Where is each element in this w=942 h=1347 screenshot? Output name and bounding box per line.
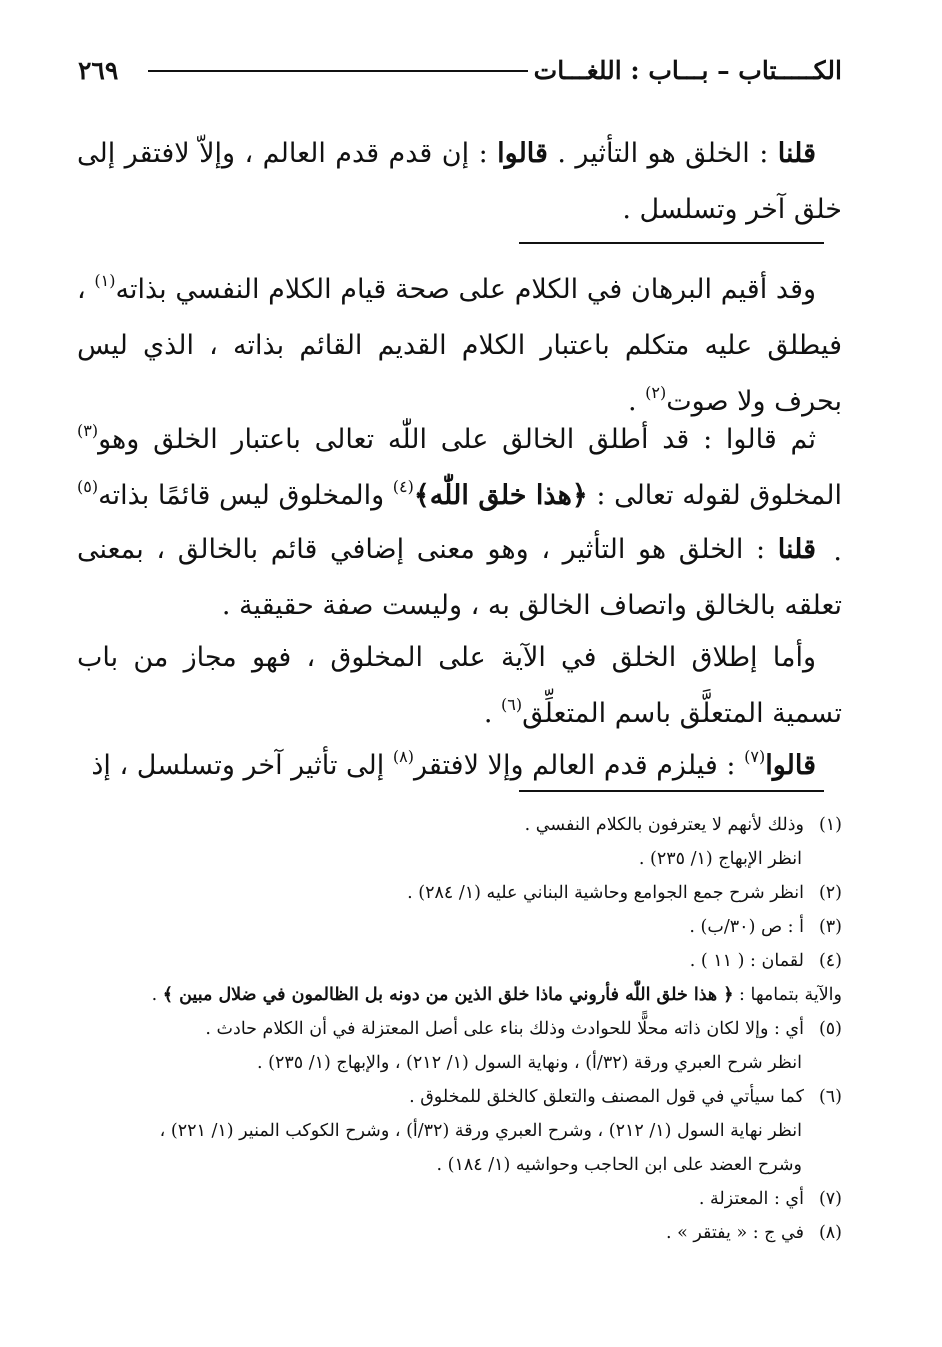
footnotes	[72, 808, 842, 1250]
text-run: وقد أقيم البرهان في الكلام على صحة قيام الكلام النفسي بذاته	[115, 274, 817, 305]
speaker-label: قلنا	[777, 138, 816, 169]
footnote-text: كما سيأتي في قول المصنف والتعلق كالخلق للمخلوق .	[409, 1087, 804, 1107]
speaker-label: قالوا	[765, 750, 816, 781]
page-number: ٢٦٩	[78, 56, 119, 85]
footnote	[72, 808, 842, 842]
text-run: وأما إطلاق الخلق في الآية على المخلوق ، فهو مجاز من باب تسمية المتعلَّق باسم المتعلِّق	[77, 642, 842, 729]
paragraph-5	[77, 630, 842, 742]
footnote	[72, 944, 842, 978]
text-run: : فيلزم قدم العالم وإلا لافتقر	[413, 750, 745, 781]
footnote-text: والآية بتمامها :	[733, 985, 842, 1005]
running-title: الكـــــتاب – بـــاب : اللغـــات	[533, 56, 842, 85]
footnote	[72, 876, 842, 910]
footnote-text: في ج : « يفتقر » .	[665, 1223, 804, 1243]
section-divider	[519, 242, 824, 244]
footnote-ref[interactable]: (٦)	[501, 695, 523, 714]
footnote	[72, 1216, 842, 1250]
footnote-ref[interactable]: (٢)	[645, 383, 667, 402]
text-run: المخلوق لقوله تعالى :	[587, 480, 842, 511]
footnote-text: وشرح العضد على ابن الحاجب وحواشيه (١/ ١٨٤) .	[436, 1155, 802, 1175]
footnote-ref[interactable]: (٤)	[392, 477, 414, 496]
paragraph-4	[77, 522, 842, 634]
footnote-rule	[519, 790, 824, 792]
text-run: إلى تأثير آخر وتسلسل ، إذ	[91, 750, 393, 781]
footnote-number: (٥)	[818, 1019, 842, 1039]
footnote	[72, 910, 842, 944]
footnote	[72, 1012, 842, 1046]
footnote-ref[interactable]: (٥)	[77, 477, 99, 496]
text-run: ثم قالوا : قد أطلق الخالق على اللّٰه تعالى باعتبار الخلق وهو	[98, 424, 816, 455]
footnote-number: (٧)	[818, 1189, 842, 1209]
footnote-ref[interactable]: (٣)	[77, 421, 99, 440]
footnote-text: لقمان : ( ١١ ) .	[689, 951, 804, 971]
footnote-text: انظر نهاية السول (١/ ٢١٢) ، وشرح العبري ورقة (٣٢/أ) ، وشرح الكوكب المنير (١/ ٢٢١) ،	[159, 1121, 802, 1141]
footnote	[72, 1148, 842, 1182]
footnote-text: انظر شرح العبري ورقة (٣٢/أ) ، ونهاية السول (١/ ٢١٢) ، والإبهاج (١/ ٢٣٥) .	[257, 1053, 802, 1073]
footnote-text: أي : المعتزلة .	[698, 1189, 804, 1209]
header-rule	[148, 70, 528, 72]
footnote	[72, 1080, 842, 1114]
text-run: .	[628, 386, 646, 417]
footnote-text: انظر شرح جمع الجوامع وحاشية البناني عليه (١/ ٢٨٤) .	[407, 883, 804, 903]
footnote-number: (١)	[818, 815, 842, 835]
text-run: : الخلق هو التأثير ، وهو معنى إضافي قائم بالخالق ، بمعنى تعلقه بالخالق واتصاف الخالق به ، وليست صفة حقيقية .	[77, 534, 842, 621]
footnote-text: وذلك لأنهم لا يعترفون بالكلام النفسي .	[524, 815, 804, 835]
paragraph-6	[77, 738, 842, 794]
footnote	[72, 978, 842, 1012]
footnote-text: أي : وإلا لكان ذاته محلًّا للحوادث وذلك بناء على أصل المعتزلة في أن الكلام حادث .	[205, 1019, 804, 1039]
paragraph-1	[77, 126, 842, 238]
text-run: : الخلق هو التأثير .	[547, 138, 778, 169]
footnote	[72, 1182, 842, 1216]
text-run: : إن قدم قدم العالم ، وإلاّ لافتقر إلى خلق آخر وتسلسل .	[77, 138, 842, 225]
speaker-label: قالوا	[497, 138, 548, 169]
text-run: ، فيطلق عليه متكلم باعتبار الكلام القديم القائم بذاته ، الذي ليس بحرف ولا صوت	[77, 274, 842, 417]
paragraph-2	[77, 262, 842, 430]
footnote-number: (٦)	[818, 1087, 842, 1107]
footnote-text: انظر الإبهاج (١/ ٢٣٥) .	[638, 849, 802, 869]
footnote-number: (٢)	[818, 883, 842, 903]
quran-quote: ﴿ هذا خلق اللّٰه فأروني ماذا خلق الذين من دونه بل الظالمون في ضلال مبين ﴾	[162, 985, 734, 1005]
footnote-ref[interactable]: (١)	[94, 271, 116, 290]
footnote	[72, 842, 842, 876]
footnote-ref[interactable]: (٨)	[392, 747, 414, 766]
text-run: والمخلوق ليس قائمًا بذاته	[98, 480, 393, 511]
footnote-ref[interactable]: (٧)	[744, 747, 766, 766]
footnote-text: .	[151, 985, 163, 1005]
quran-quote: ﴿هذا خلق اللّٰه﴾	[413, 480, 588, 511]
footnote-text: أ : ص (٣٠/ب) .	[689, 917, 804, 937]
footnote-number: (٣)	[818, 917, 842, 937]
footnote	[72, 1114, 842, 1148]
footnote-number: (٨)	[818, 1223, 842, 1243]
speaker-label: قلنا	[777, 534, 816, 565]
footnote-number: (٤)	[818, 951, 842, 971]
text-run: .	[833, 536, 842, 567]
text-run: .	[483, 698, 502, 729]
footnote	[72, 1046, 842, 1080]
